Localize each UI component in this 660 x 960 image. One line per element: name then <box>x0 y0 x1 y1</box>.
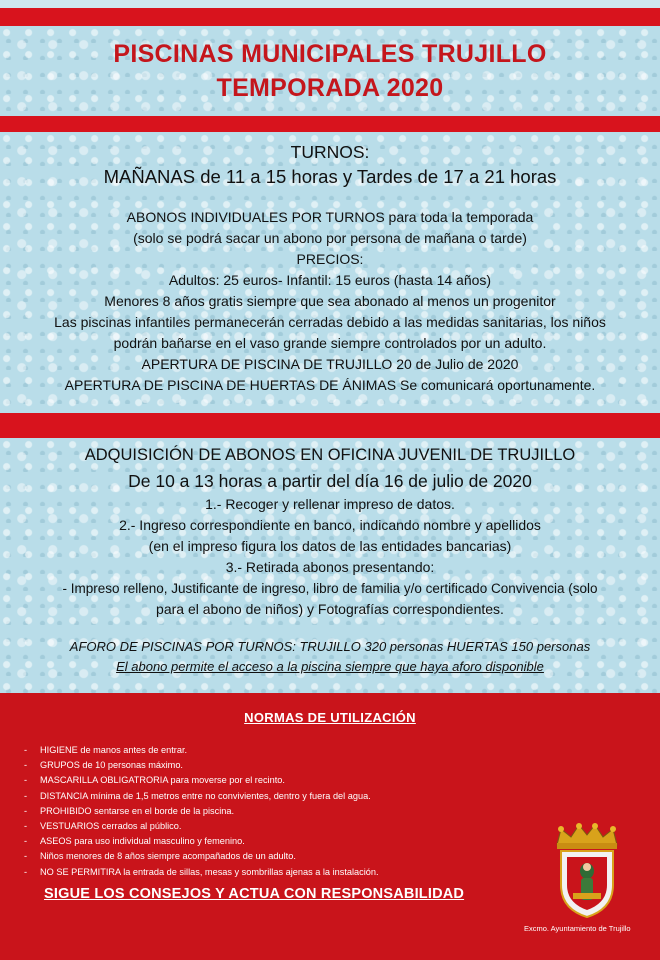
bullet-dash: - <box>24 851 28 862</box>
adquisicion-section <box>0 442 660 677</box>
bullet-dash: - <box>24 866 28 877</box>
adquisicion-schedule: De 10 a 13 horas a partir del día 16 de julio de 2020 <box>128 471 532 491</box>
aforo-note: El abono permite el acceso a la piscina siempre que haya aforo disponible <box>116 659 544 674</box>
list-item: - Niños menores de 8 años siempre acompañados de un adulto. <box>24 849 379 864</box>
list-item: - DISTANCIA mínima de 1,5 metros entre no convivientes, dentro y fuera del agua. <box>24 789 379 804</box>
turnos-section <box>0 141 660 396</box>
title-line-1: PISCINAS MUNICIPALES TRUJILLO <box>113 40 547 68</box>
slogan: SIGUE LOS CONSEJOS Y ACTUA CON RESPONSABILIDAD <box>44 886 465 902</box>
list-item: - ASEOS para uso individual masculino y femenino. <box>24 834 379 849</box>
turnos-line: PRECIOS: <box>296 251 364 267</box>
bullet-dash: - <box>24 805 28 816</box>
normas-list <box>24 743 379 880</box>
bullet-dash: - <box>24 821 28 832</box>
turnos-line: (solo se podrá sacar un abono por persona de mañana o tarde) <box>133 230 527 246</box>
turnos-line: Menores 8 años gratis siempre que sea abonado al menos un progenitor <box>104 293 556 309</box>
turnos-line: APERTURA DE PISCINA DE TRUJILLO 20 de Julio de 2020 <box>141 356 519 372</box>
trujillo-coat-of-arms-icon <box>551 823 623 919</box>
bullet-dash: - <box>24 836 28 847</box>
turnos-heading: TURNOS: <box>290 142 370 162</box>
divider-red-bar-1 <box>0 116 660 132</box>
adquisicion-line: 1.- Recoger y rellenar impreso de datos. <box>205 496 455 512</box>
bullet-dash: - <box>24 760 28 771</box>
normas-title: NORMAS DE UTILIZACIÓN <box>244 710 416 725</box>
adquisicion-line: para el abono de niños) y Fotografías correspondientes. <box>156 601 504 617</box>
list-item: - PROHIBIDO sentarse en el borde de la piscina. <box>24 804 379 819</box>
bullet-dash: - <box>24 745 28 755</box>
list-item: - GRUPOS de 10 personas máximo. <box>24 758 379 773</box>
adquisicion-line: (en el impreso figura los datos de las entidades bancarias) <box>148 538 512 554</box>
list-item: - HIGIENE de manos antes de entrar. <box>24 743 379 758</box>
list-item: - VESTUARIOS cerrados al público. <box>24 819 379 834</box>
turnos-line: ABONOS INDIVIDUALES POR TURNOS para toda la temporada <box>126 209 534 225</box>
adquisicion-line: - Impreso relleno, Justificante de ingreso, libro de familia y/o certificado Convivencia (solo <box>62 581 598 596</box>
adquisicion-line: 2.- Ingreso correspondiente en banco, indicando nombre y apellidos <box>119 517 541 533</box>
list-item: - NO SE PERMITIRA la entrada de sillas, mesas y sombrillas ajenas a la instalación. <box>24 865 379 880</box>
adquisicion-line: 3.- Retirada abonos presentando: <box>225 559 435 575</box>
title-line-2: TEMPORADA 2020 <box>216 74 444 102</box>
bullet-dash: - <box>24 790 28 801</box>
adquisicion-heading: ADQUISICIÓN DE ABONOS EN OFICINA JUVENIL DE TRUJILLO <box>84 446 576 464</box>
divider-red-bar-2 <box>0 413 660 438</box>
turnos-line: podrán bañarse en el vaso grande siempre controlados por un adulto. <box>113 335 547 351</box>
top-red-bar <box>0 8 660 26</box>
turnos-schedule: MAÑANAS de 11 a 15 horas y Tardes de 17 a 21 horas <box>103 166 557 187</box>
turnos-line: Adultos: 25 euros- Infantil: 15 euros (hasta 14 años) <box>168 272 492 288</box>
page-title <box>0 37 660 105</box>
organization-name: Excmo. Ayuntamiento de Trujillo <box>524 924 631 933</box>
turnos-line: Las piscinas infantiles permanecerán cerradas debido a las medidas sanitarias, los niños <box>54 314 606 330</box>
list-item: - MASCARILLA OBLIGATRORIA para moverse por el recinto. <box>24 773 379 788</box>
turnos-line: APERTURA DE PISCINA DE HUERTAS DE ÁNIMAS Se comunicará oportunamente. <box>64 377 596 393</box>
bullet-dash: - <box>24 775 28 786</box>
aforo-text: AFORO DE PISCINAS POR TURNOS: TRUJILLO 320 personas HUERTAS 150 personas <box>69 639 591 654</box>
